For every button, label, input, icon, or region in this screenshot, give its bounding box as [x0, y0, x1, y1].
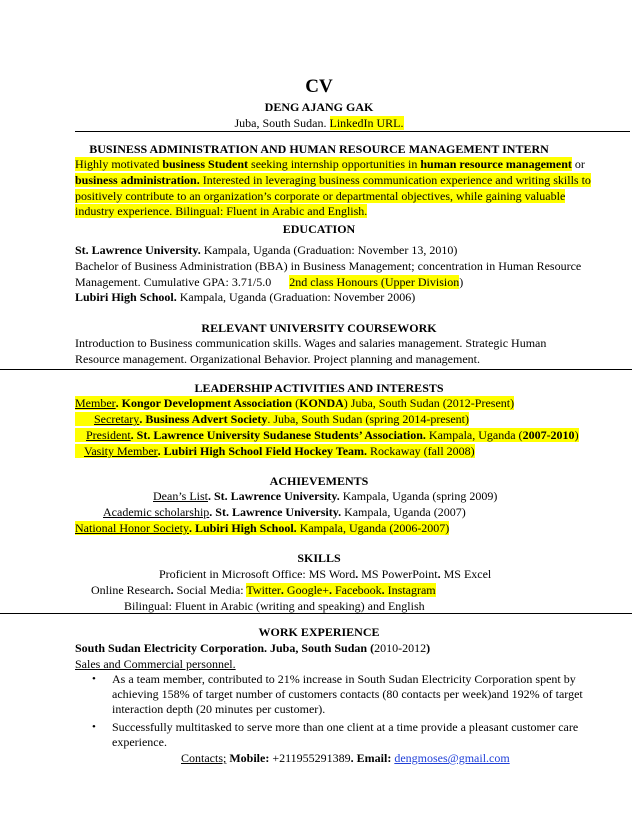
bullet-2-line-1: Successfully multitasked to serve more than one client at a time provide a pleasant customer care: [112, 720, 579, 734]
coursework-line-2: Resource management. Organizational Behavior. Project planning and management.: [75, 352, 480, 366]
text: Online Research: [91, 583, 171, 597]
bullet-icon: •: [92, 721, 96, 733]
coursework-line-1: Introduction to Business communication skills. Wages and salaries management. Strategic Human: [75, 336, 547, 350]
org: . Lubiri High School Field Hockey Team.: [157, 444, 368, 458]
org-abbr: KONDA: [299, 396, 344, 410]
edu-text: Kampala, Uganda (Graduation: November 13, 2010): [200, 243, 458, 257]
achievement-row-2: [103, 504, 466, 520]
university-name: St. Lawrence University.: [75, 243, 201, 257]
sep: .: [437, 567, 441, 581]
work-company-line: [75, 640, 430, 656]
leadership-row-1: [75, 395, 514, 411]
bullet-1-line-3: interaction depth (20 minutes per customer).: [112, 702, 326, 716]
leadership-heading: LEADERSHIP ACTIVITIES AND INTERESTS: [194, 381, 444, 395]
edu-text: Management. Cumulative GPA: 3.71/5.0: [75, 275, 290, 289]
text: Kampala, Uganda (2007): [341, 505, 466, 519]
objective-heading: BUSINESS ADMINISTRATION AND HUMAN RESOURCE MANAGEMENT INTERN: [89, 142, 549, 156]
text: . Juba, South Sudan (spring 2014-present): [267, 412, 469, 426]
award: Dean’s List: [153, 489, 208, 503]
high-school-name: Lubiri High School.: [75, 290, 177, 304]
objective-line-1: [75, 156, 585, 172]
achievement-row-3: [75, 520, 449, 536]
location: Juba, South Sudan.: [234, 116, 330, 130]
skills-divider: [0, 613, 632, 614]
education-line-4: [75, 289, 415, 305]
sep: .: [280, 583, 284, 597]
sep: .: [355, 567, 359, 581]
work-role: Sales and Commercial personnel.: [75, 657, 236, 671]
social: Twitter: [246, 583, 281, 597]
obj-bold: business Student: [162, 157, 249, 171]
leadership-row-4: [75, 443, 475, 459]
org: . St. Lawrence University Sudanese Students’ Association.: [130, 428, 426, 442]
social: Google+: [283, 583, 329, 597]
text: MS PowerPoint: [358, 567, 438, 581]
education-line-1: [75, 242, 457, 258]
email-label: Email:: [353, 751, 392, 765]
sep: .: [329, 583, 332, 597]
leadership-row-2: [75, 411, 469, 427]
bullet-1-line-1: As a team member, contributed to 21% increase in South Sudan Electricity Corporation spent by: [112, 672, 576, 686]
education-line-3: [75, 274, 463, 290]
sep: .: [170, 583, 174, 597]
institution: . St. Lawrence University.: [209, 505, 342, 519]
header-divider: [75, 131, 630, 132]
candidate-name: DENG AJANG GAK: [264, 100, 374, 114]
text: ): [574, 428, 579, 442]
bullet-1-line-2: achieving 158% of target number of customers contacts (80 contacts per week)and 192% of target: [112, 687, 583, 701]
text: Kampala, Uganda (spring 2009): [339, 489, 498, 503]
mobile-number: +211955291389: [269, 751, 351, 765]
company: South Sudan Electricity Corporation. Juba, South Sudan (: [75, 641, 375, 655]
honours: 2nd class Honours (Upper Division: [289, 275, 460, 289]
obj-text: Interested in leveraging business communication experience and writing skills to: [199, 173, 591, 187]
email-link[interactable]: dengmoses@gmail.com: [394, 751, 510, 765]
text: Social Media:: [173, 583, 247, 597]
text: Kampala, Uganda (2006-2007): [296, 521, 450, 535]
education-heading: EDUCATION: [282, 222, 356, 236]
obj-bold: human resource management: [420, 157, 572, 171]
contacts-label: Contacts;: [181, 751, 227, 765]
achievement-row-1: [153, 488, 497, 504]
award: National Honor Society: [75, 521, 189, 535]
contact-line: [181, 750, 510, 766]
objective-line-3: [75, 188, 565, 204]
skills-line-1: [159, 566, 491, 582]
skills-line-3: Bilingual: Fluent in Arabic (writing and speaking) and English: [124, 599, 425, 613]
text: Kampala, Uganda (: [425, 428, 523, 442]
dates: 2007-2010: [522, 428, 575, 442]
institution: . Lubiri High School.: [188, 521, 297, 535]
obj-text: or: [571, 157, 585, 171]
role: Secretary: [94, 412, 140, 426]
text: Proficient in Microsoft Office: MS Word: [159, 567, 356, 581]
text: (: [292, 396, 300, 410]
institution: . St. Lawrence University.: [208, 489, 340, 503]
bullet-icon: •: [92, 673, 96, 685]
achievements-heading: ACHIEVEMENTS: [269, 474, 369, 488]
sep: .: [381, 583, 385, 597]
obj-text: industry experience. Bilingual: Fluent in Arabic and English.: [75, 204, 368, 218]
skills-line-2: [91, 582, 436, 598]
org: . Kongor Development Association: [115, 396, 293, 410]
obj-text: Highly motivated: [75, 157, 163, 171]
edu-text: Kampala, Uganda (Graduation: November 2006): [176, 290, 416, 304]
work-heading: WORK EXPERIENCE: [258, 625, 380, 639]
objective-line-4: [75, 203, 367, 219]
text: ) Juba, South Sudan (2012-Present): [343, 396, 515, 410]
objective-line-2: [75, 172, 591, 188]
coursework-heading: RELEVANT UNIVERSITY COURSEWORK: [201, 321, 437, 335]
award: Academic scholarship: [103, 505, 210, 519]
obj-text: positively contribute to an organization’s corporate or departmental objectives, while gaining valuable: [75, 189, 566, 203]
bullet-2-line-2: experience.: [112, 735, 167, 749]
mobile-label: Mobile:: [226, 751, 270, 765]
skills-heading: SKILLS: [297, 551, 341, 565]
role: President: [86, 428, 131, 442]
text: MS Excel: [440, 567, 492, 581]
text: Rockaway (fall 2008): [367, 444, 475, 458]
social: Facebook: [332, 583, 382, 597]
edu-text: ): [459, 275, 464, 289]
sep: .: [350, 751, 354, 765]
obj-text: seeking internship opportunities in: [248, 157, 421, 171]
coursework-divider: [0, 369, 632, 370]
work-dates: 2010-2012: [374, 641, 427, 655]
company-end: ): [426, 641, 431, 655]
obj-bold: business administration.: [75, 173, 200, 187]
education-line-2: Bachelor of Business Administration (BBA) in Business Management; concentration in Human Resource: [75, 259, 582, 273]
role: Member: [75, 396, 116, 410]
social: Instagram: [384, 583, 436, 597]
location-line: [0, 115, 638, 131]
linkedin-link[interactable]: LinkedIn URL.: [329, 116, 404, 130]
leadership-row-3: [75, 427, 579, 443]
role: Vasity Member: [84, 444, 158, 458]
cv-title: CV: [305, 76, 333, 97]
org: . Business Advert Society: [139, 412, 268, 426]
